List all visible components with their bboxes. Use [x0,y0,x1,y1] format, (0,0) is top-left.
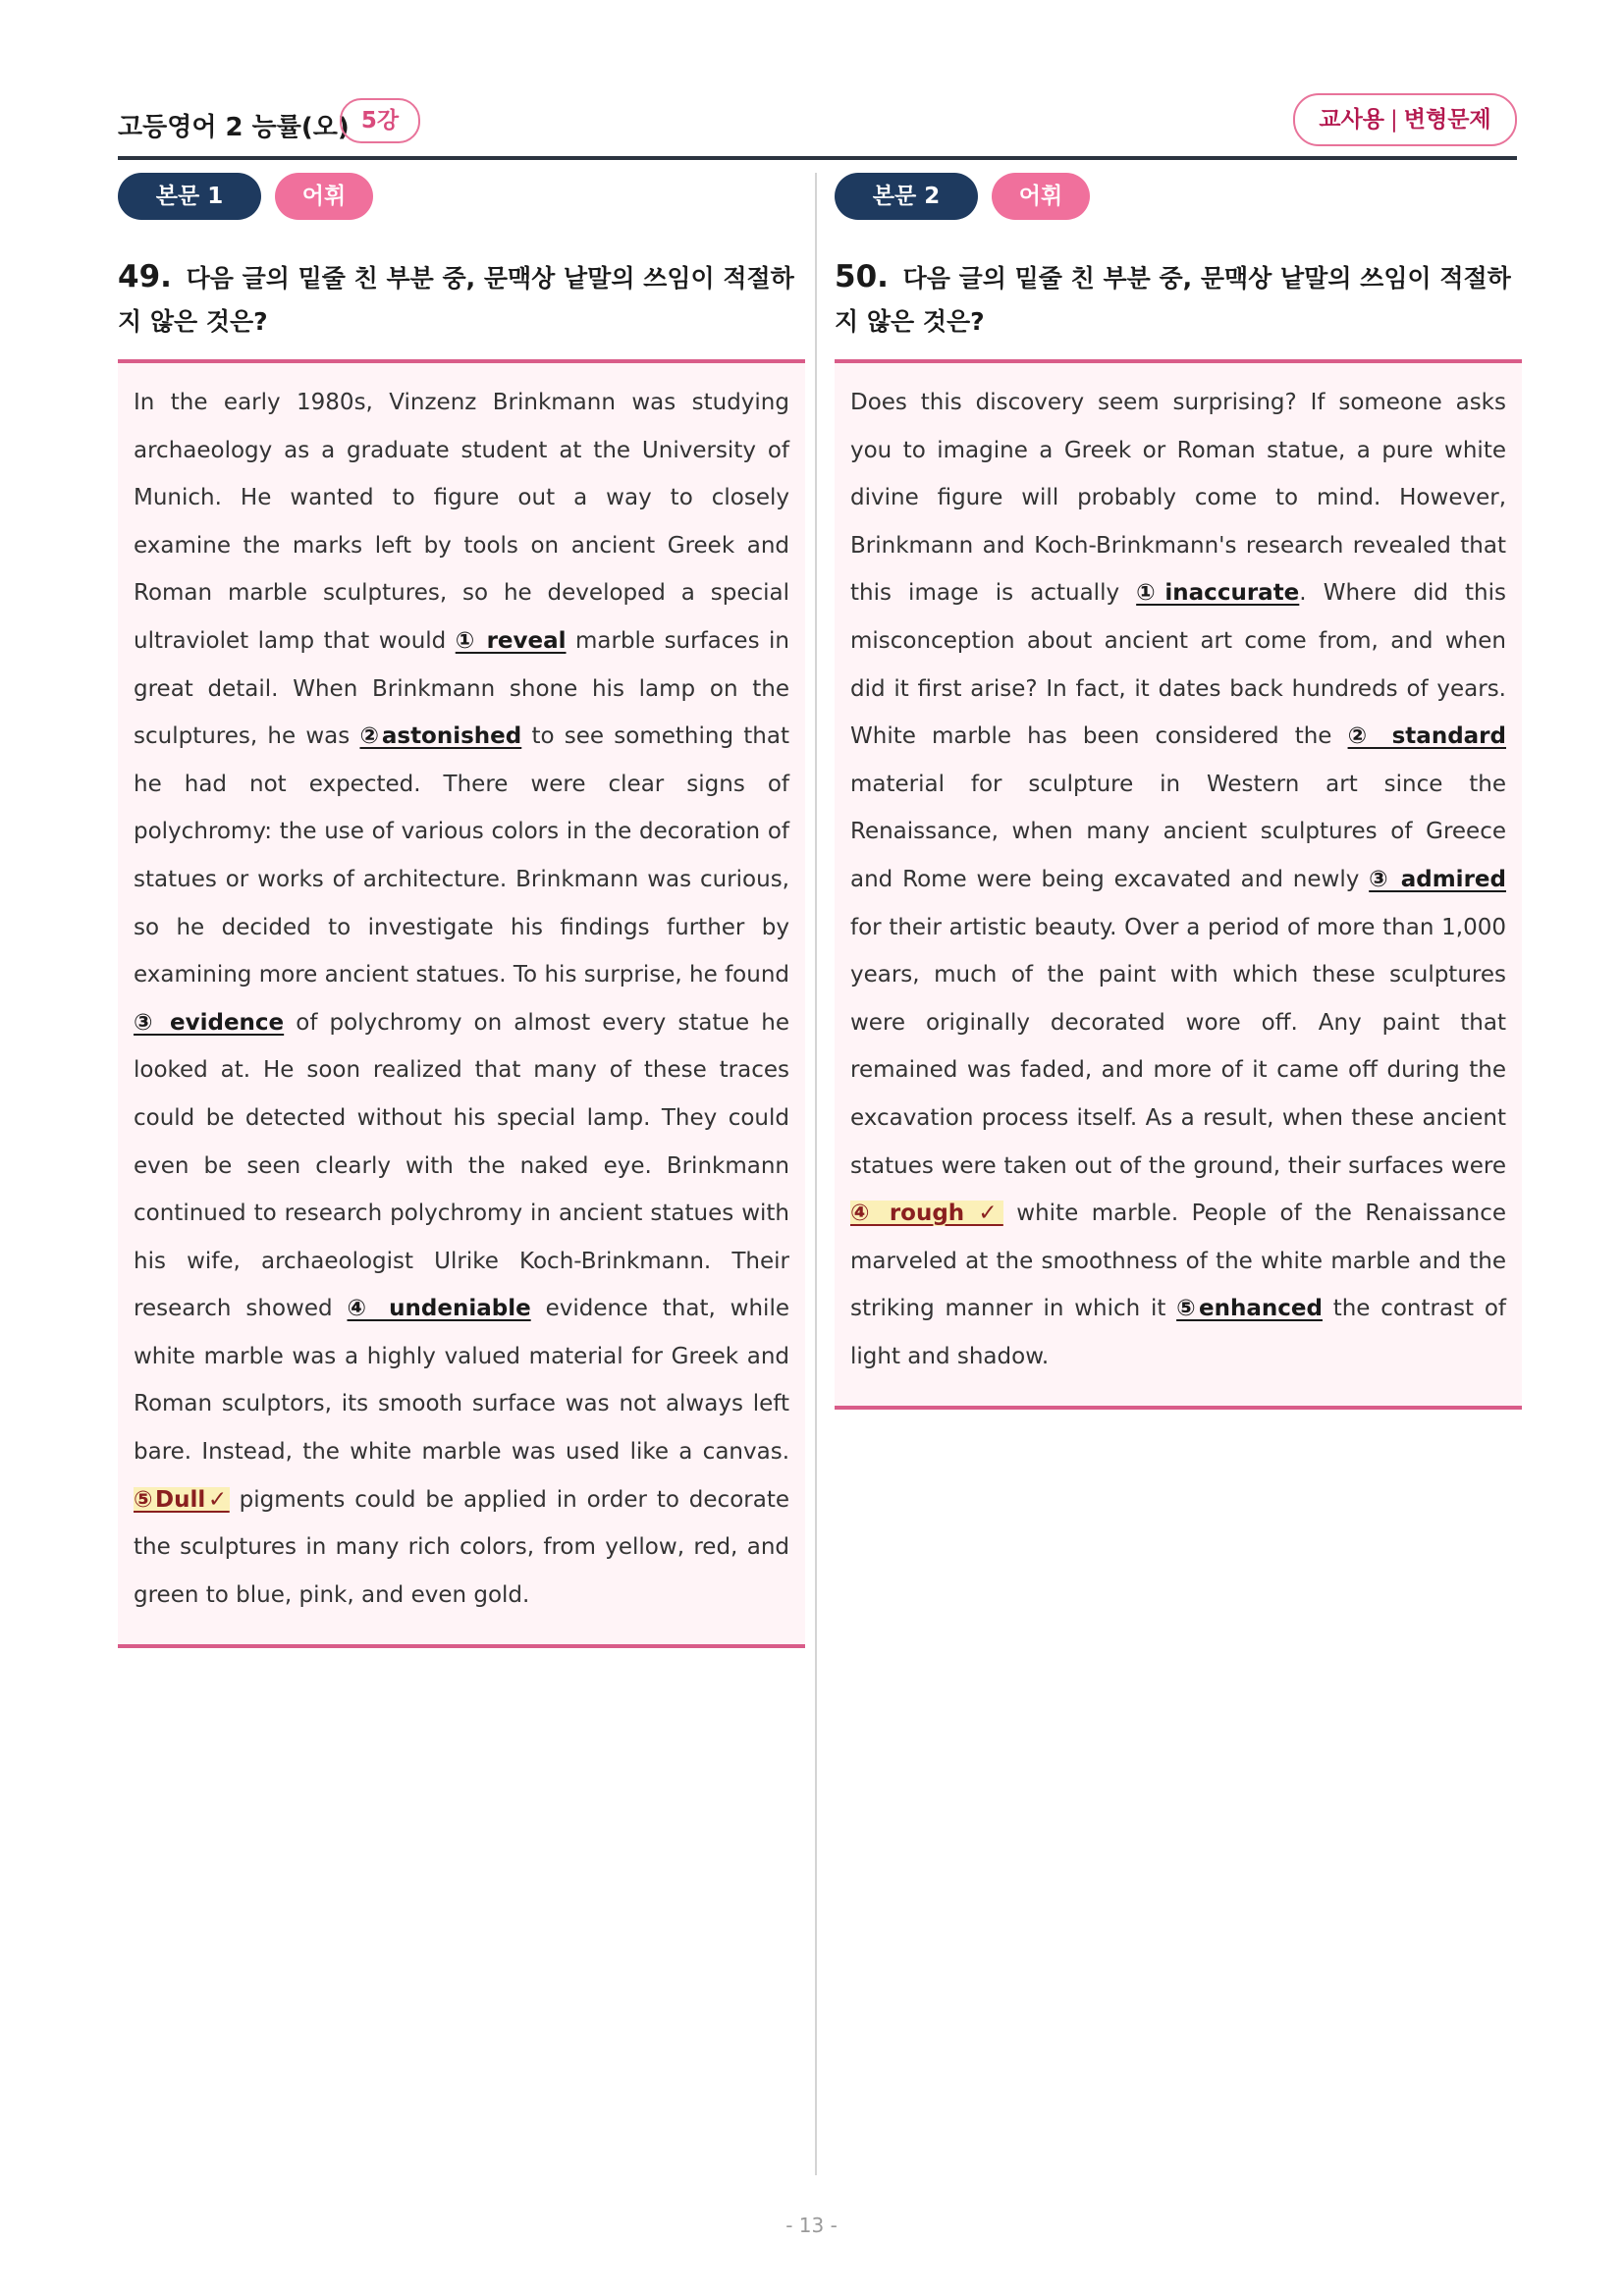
underlined-choice: ④ undeniable [347,1296,531,1322]
teacher-label: 교사용 [1319,107,1385,133]
category-tag: 어휘 [992,173,1090,220]
category-tag: 어휘 [275,173,373,220]
column-divider [815,173,817,2175]
passage-box [835,359,1522,1410]
answer-choice: ④ rough ✓ [850,1201,1003,1227]
passage-run: In the early 1980s, Vinzenz Brinkmann was studying archaeology as a graduate student at the University of Munich. He wanted to figure out a way to closely examine the marks left by tools on ancient Greek and Roman marble sculptures, so he developed a special ultraviolet lamp that would [134,390,789,654]
teacher-badge [1293,93,1517,146]
question-stem [835,255,1522,344]
lesson-badge: 5강 [340,98,420,143]
question-number: 50. [835,259,889,294]
header-rule [118,156,1517,160]
question-stem [118,255,805,344]
passage-run: . Where did this misconception about ancient art come from, and when did it first arise? In fact, it dates back hundreds of years. White marble has been considered the [850,580,1507,750]
passage-text [134,379,789,1619]
passage-tag: 본문 2 [835,173,978,220]
tag-row [118,173,805,220]
passage-run: marble surfaces in great detail. When Brinkmann shone his lamp on the sculptures, he was [134,627,790,750]
passage-run: for their artistic beauty. Over a period of more than 1,000 years, much of the paint with which these sculptures were originally decorated wore off. Any paint that remained was faded, and more of it came off during the excavation process itself. As a result, when these ancient statues were taken out of the ground, their surfaces were [850,914,1506,1179]
passage-run: of polychromy on almost every statue he looked at. He soon realized that many of these traces could be detected without his special lamp. They could even be seen clearly with the naked eye. Brinkmann continued to research polychromy in ancient statues with his wife, archaeologist Ulrike Koch-Brinkmann. Their research showed [134,1009,789,1322]
underlined-choice: ② standard [1347,723,1506,750]
question-text: 다음 글의 밑줄 친 부분 중, 문맥상 낱말의 쓰임이 적절하지 않은 것은? [835,264,1511,336]
passage-run: Does this discovery seem surprising? If someone asks you to imagine a Greek or Roman statue, a pure white divine figure will probably come to mind. However, Brinkmann and Koch-Brinkmann's research revealed that this image is actually [850,390,1506,607]
passage-run: pigments could be applied in order to decorate the sculptures in many rich colors, from yellow, red, and green to blue, pink, and even gold. [134,1486,789,1608]
passage-text [850,379,1506,1380]
passage-run: white marble. People of the Renaissance marveled at the smoothness of the white marble and the striking manner in which it [850,1201,1506,1322]
type-label: 변형문제 [1403,107,1491,133]
question-column-50 [835,173,1522,1410]
tag-row [835,173,1522,220]
passage-run: the contrast of light and shadow. [850,1296,1506,1369]
question-column-49 [118,173,805,1648]
question-number: 49. [118,259,172,294]
underlined-choice: ⑤enhanced [1176,1296,1323,1322]
passage-tag: 본문 1 [118,173,261,220]
underlined-choice: ① reveal [455,627,567,654]
answer-choice: ⑤Dull✓ [134,1486,230,1513]
underlined-choice: ①inaccurate [1136,580,1300,607]
page-number: - 13 - [785,2214,838,2237]
document-title: 고등영어 2 능률(오) [118,113,350,142]
underlined-choice: ②astonished [359,723,522,750]
passage-run: to see something that he had not expected. There were clear signs of polychromy: the use of various colors in the decoration of statues or works of architecture. Brinkmann was curious, so he decided to investigate his findings further by examining more ancient statues. To his surprise, he found [134,723,789,988]
question-text: 다음 글의 밑줄 친 부분 중, 문맥상 낱말의 쓰임이 적절하지 않은 것은? [118,264,794,336]
passage-run: material for sculpture in Western art since the Renaissance, when many ancient sculptures of Greece and Rome were being excavated and newly [850,771,1506,892]
underlined-choice: ③ evidence [134,1009,285,1036]
badge-separator: | [1390,107,1398,133]
passage-run: evidence that, while white marble was a highly valued material for Greek and Roman sculptors, its smooth surface was not always left bare. Instead, the white marble was used like a canvas. [134,1296,789,1466]
underlined-choice: ③ admired [1369,866,1506,892]
passage-box [118,359,805,1648]
page-header [118,93,1517,154]
